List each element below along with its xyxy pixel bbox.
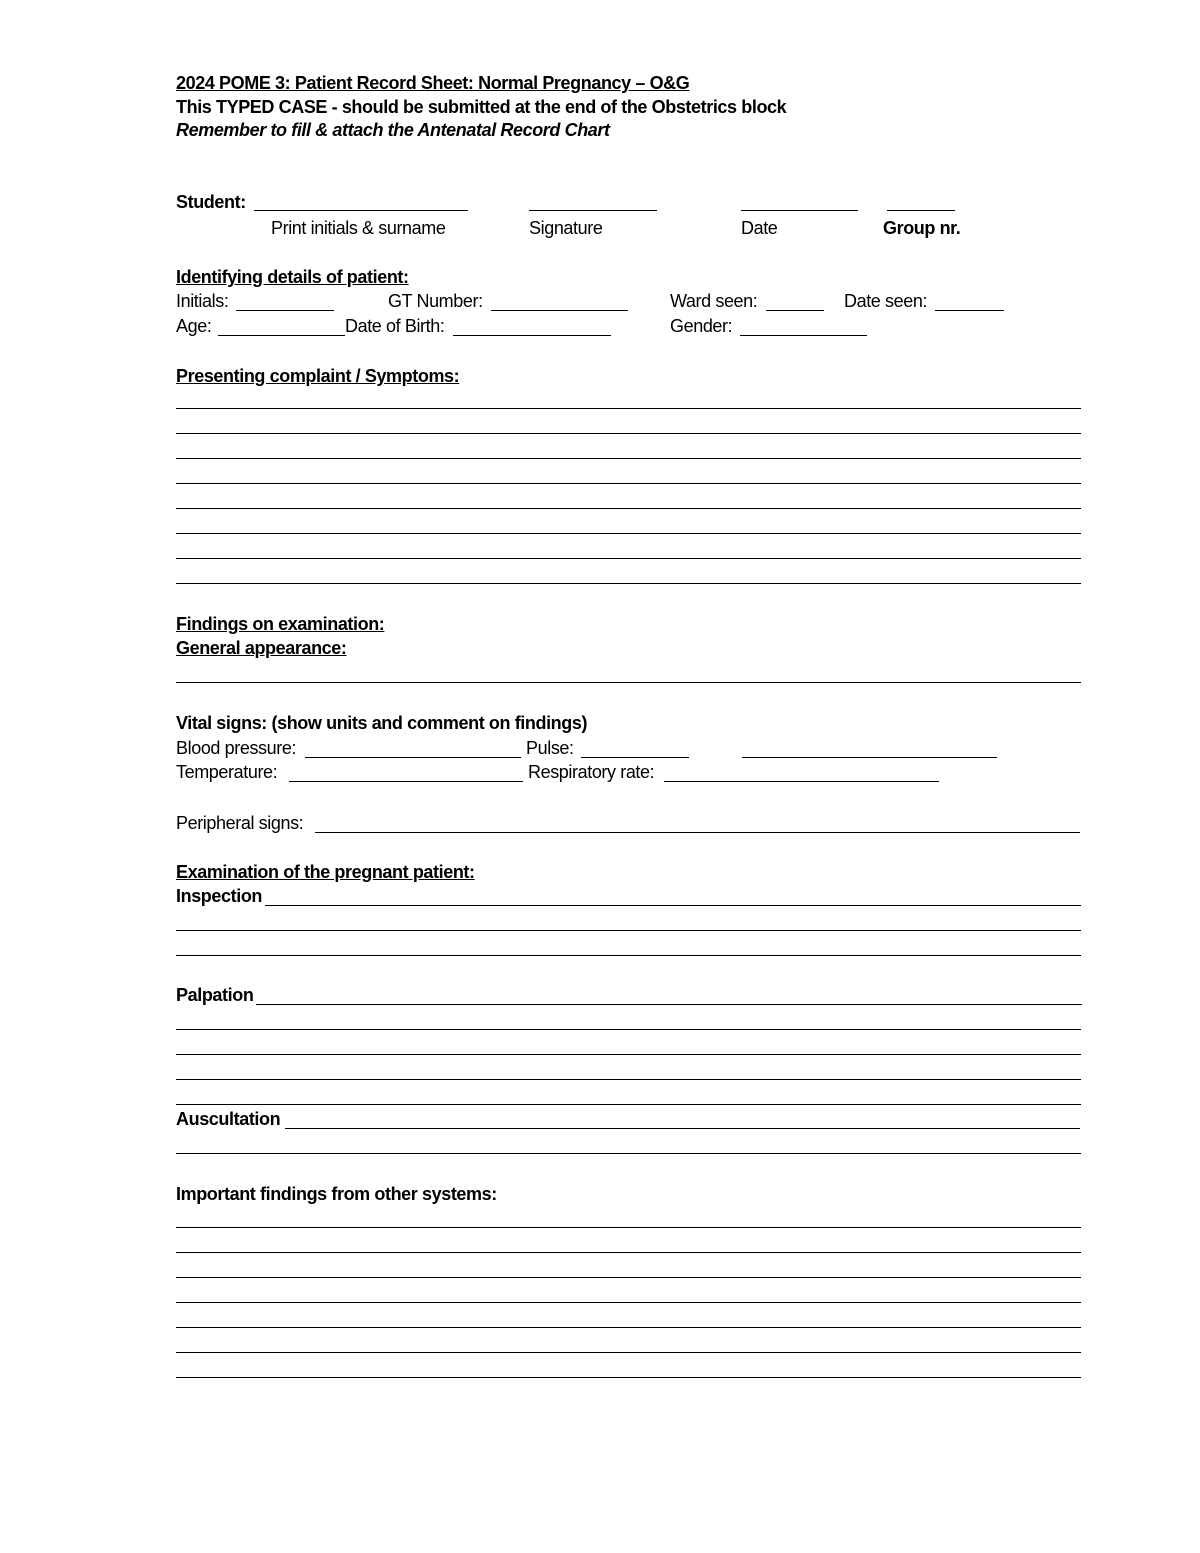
writing-line[interactable] (176, 458, 1081, 459)
palpation-line[interactable] (176, 1054, 1081, 1055)
date-caption: Date (741, 218, 778, 238)
writing-line[interactable] (176, 583, 1081, 584)
temperature-label: Temperature: (176, 762, 278, 782)
pulse-label: Pulse: (526, 738, 574, 758)
blood-pressure-label: Blood pressure: (176, 738, 297, 758)
student-date-field[interactable] (741, 210, 858, 211)
date-seen-field[interactable] (935, 310, 1004, 311)
ward-seen-label: Ward seen: (670, 291, 758, 311)
writing-line[interactable] (176, 1352, 1081, 1353)
extra-vital-field[interactable] (742, 757, 997, 758)
palpation-label: Palpation (176, 985, 254, 1005)
general-appearance-label: General appearance: (176, 638, 347, 658)
document-subtitle: This TYPED CASE - should be submitted at the end of the Obstetrics block (176, 97, 787, 117)
pregnant-exam-heading: Examination of the pregnant patient: (176, 862, 475, 882)
temperature-field[interactable] (289, 781, 523, 782)
initials-field[interactable] (236, 310, 334, 311)
inspection-field[interactable] (265, 905, 1081, 906)
age-label: Age: (176, 316, 212, 336)
inspection-line[interactable] (176, 955, 1081, 956)
auscultation-label: Auscultation (176, 1109, 281, 1129)
auscultation-field[interactable] (285, 1128, 1080, 1129)
date-seen-label: Date seen: (844, 291, 928, 311)
gt-number-field[interactable] (491, 310, 628, 311)
findings-heading: Findings on examination: (176, 614, 385, 634)
blood-pressure-field[interactable] (305, 757, 521, 758)
respiratory-rate-field[interactable] (664, 781, 939, 782)
respiratory-rate-label: Respiratory rate: (528, 762, 655, 782)
peripheral-signs-field[interactable] (315, 832, 1080, 833)
age-field[interactable] (218, 335, 345, 336)
student-label: Student: (176, 192, 246, 212)
initials-label: Initials: (176, 291, 229, 311)
writing-line[interactable] (176, 1302, 1081, 1303)
gt-number-label: GT Number: (388, 291, 483, 311)
gender-label: Gender: (670, 316, 733, 336)
gender-field[interactable] (740, 335, 867, 336)
palpation-field[interactable] (256, 1004, 1082, 1005)
other-systems-heading: Important findings from other systems: (176, 1184, 497, 1204)
writing-line[interactable] (176, 433, 1081, 434)
ward-seen-field[interactable] (766, 310, 824, 311)
attachment-reminder: Remember to fill & attach the Antenatal Record Chart (176, 120, 610, 140)
writing-line[interactable] (176, 408, 1081, 409)
inspection-label: Inspection (176, 886, 263, 906)
patient-details-heading: Identifying details of patient: (176, 267, 409, 287)
group-caption: Group nr. (883, 218, 961, 238)
writing-line[interactable] (176, 1252, 1081, 1253)
palpation-line[interactable] (176, 1104, 1081, 1105)
presenting-complaint-heading: Presenting complaint / Symptoms: (176, 366, 460, 386)
dob-field[interactable] (453, 335, 611, 336)
signature-caption: Signature (529, 218, 603, 238)
inspection-line[interactable] (176, 930, 1081, 931)
writing-line[interactable] (176, 558, 1081, 559)
writing-line[interactable] (176, 1277, 1081, 1278)
general-appearance-field[interactable] (176, 682, 1081, 683)
student-name-field[interactable] (254, 210, 468, 211)
palpation-line[interactable] (176, 1029, 1081, 1030)
writing-line[interactable] (176, 483, 1081, 484)
auscultation-line[interactable] (176, 1153, 1081, 1154)
writing-line[interactable] (176, 1327, 1081, 1328)
writing-line[interactable] (176, 1227, 1081, 1228)
writing-line[interactable] (176, 1377, 1081, 1378)
document-title: 2024 POME 3: Patient Record Sheet: Normal Pregnancy – O&G (176, 73, 690, 93)
writing-line[interactable] (176, 533, 1081, 534)
student-signature-field[interactable] (529, 210, 657, 211)
dob-label: Date of Birth: (345, 316, 445, 336)
vital-signs-heading: Vital signs: (show units and comment on findings) (176, 713, 588, 733)
palpation-line[interactable] (176, 1079, 1081, 1080)
peripheral-signs-label: Peripheral signs: (176, 813, 304, 833)
pulse-field[interactable] (581, 757, 689, 758)
student-group-field[interactable] (887, 210, 955, 211)
print-initials-caption: Print initials & surname (271, 218, 446, 238)
writing-line[interactable] (176, 508, 1081, 509)
